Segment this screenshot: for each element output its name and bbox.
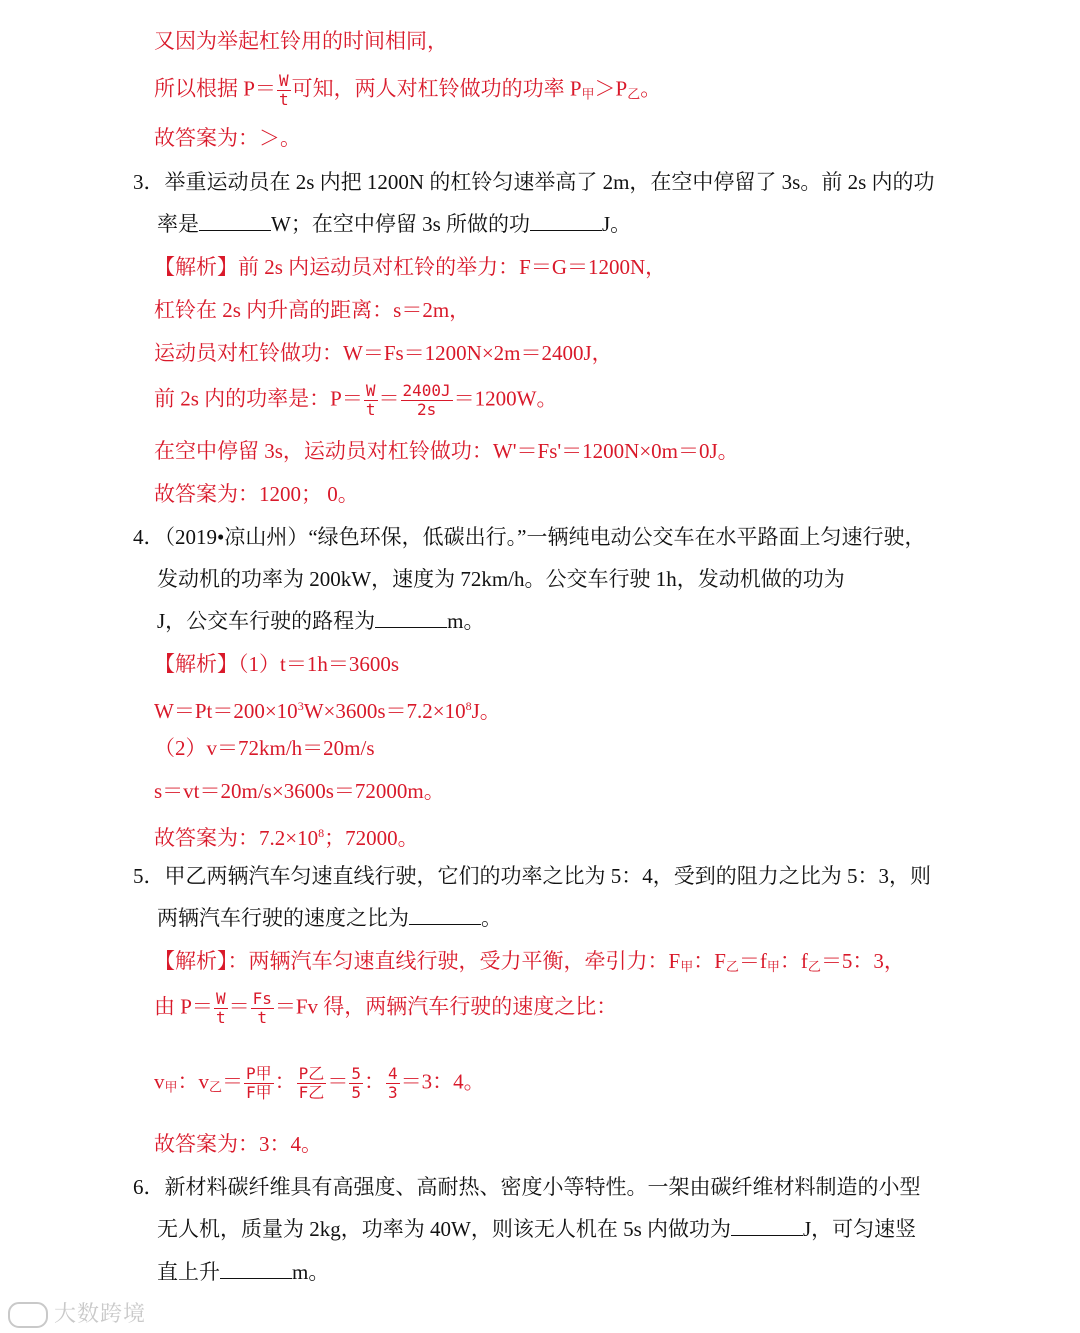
answer-blank[interactable] — [530, 210, 602, 231]
answer-blank[interactable] — [199, 210, 271, 231]
solution-line: 【解析】：两辆汽车匀速直线行驶，受力平衡，牵引力：$F_甲$：$F_乙=f_甲$：$f_乙=5$：3， — [154, 949, 905, 974]
watermark-logo-icon — [8, 1302, 48, 1328]
fraction-w-over-t: $\frac{W}{t}$ — [278, 71, 289, 109]
answer-line: 故答案为：1200； 0。 — [154, 482, 359, 506]
solution-line: 杠铃在 2s 内升高的距离：s＝2m， — [154, 298, 471, 322]
fraction-4-over-3: $\frac{4}{3}$ — [387, 1064, 398, 1102]
solution-line: 【解析】前 2s 内运动员对杠铃的举力：F＝G＝1200N， — [154, 255, 667, 279]
fraction-p-yi-over-f-yi: $\frac{\text{P乙}}{\text{F乙}}$ — [298, 1064, 325, 1102]
solution-line: 由 P＝ $\frac{W}{t}$ ＝ $\frac{Fs}{t}$ ＝Fv 得，两辆汽车行驶的速度之比： — [154, 989, 618, 1027]
question-5: 5．甲乙两辆汽车匀速直线行驶，它们的功率之比为 5：4，受到的阻力之比为 5：3，则 — [133, 864, 931, 888]
solution-line: 【解析】（1）t＝1h＝3600s — [154, 652, 400, 676]
question-3: 3．举重运动员在 2s 内把 1200N 的杠铃匀速举高了 2m，在空中停留了 3s。前 2s 内的功 — [133, 170, 935, 194]
fraction-p-jia-over-f-jia: $\frac{\text{P甲}}{\text{F甲}}$ — [246, 1064, 272, 1102]
solution-line: $W=Pt=200\times 10^3W\times 3600s=7.2\times 10^8J$。 — [154, 699, 501, 723]
question-4-blanks: J，公交车行驶的路程为 m。 — [157, 609, 485, 633]
question-6: 6．新材料碳纤维具有高强度、高耐热、密度小等特性。一架由碳纤维材料制造的小型 — [133, 1175, 921, 1199]
solution-line: 又因为举起杠铃用的时间相同， — [154, 29, 448, 53]
solution-line: 前 2s 内的功率是：P＝ $\frac{W}{t}$ ＝ $\frac{2400J}{2s}$ ＝1200W。 — [154, 381, 558, 419]
solution-line: 所以根据 P＝ $\frac{W}{t}$ 可知，两人对杠铃做功的功率 $P_甲>P_乙$。 — [154, 71, 662, 109]
answer-line: 故答案为：3：4。 — [154, 1132, 322, 1156]
fraction-w-over-t: $\frac{W}{t}$ — [365, 381, 376, 419]
solution-line: 在空中停留 3s，运动员对杠铃做功：W'＝Fs'＝1200N×0m＝0J。 — [154, 439, 739, 463]
answer-blank[interactable] — [731, 1215, 803, 1236]
solution-line: s＝vt＝20m/s×3600s＝72000m。 — [154, 779, 445, 803]
answer-blank[interactable] — [375, 607, 447, 628]
question-5-blanks: 两辆汽车行驶的速度之比为 。 — [157, 906, 502, 930]
fraction-fs-over-t: $\frac{Fs}{t}$ — [252, 989, 272, 1027]
question-4-line: 发动机的功率为 200kW，速度为 72km/h。公交车行驶 1h，发动机做的功为 — [157, 567, 845, 591]
fraction-2400j-over-2s: $\frac{2400J}{2s}$ — [402, 381, 451, 419]
solution-line: $v_甲$：$v_乙=$ $\frac{\text{P甲}}{\text{F甲}}$ ： $\frac{\text{P乙}}{\text{F乙}}$ ＝ $\frac{5}{5}$ ： $\frac{4}{3}$ ＝3：4。 — [154, 1064, 485, 1102]
question-3-blanks: 率是 W；在空中停留 3s 所做的功 J。 — [157, 212, 632, 236]
answer-line: 故答案为：$7.2\times 10^8$；72000。 — [154, 826, 419, 850]
question-4: 4．（2019•凉山州）“绿色环保，低碳出行。”一辆纯电动公交车在水平路面上匀速行驶， — [133, 525, 926, 549]
answer-line: 故答案为：＞。 — [154, 126, 301, 150]
answer-blank[interactable] — [220, 1258, 292, 1279]
question-6-blanks: 直上升 m。 — [157, 1260, 330, 1284]
answer-blank[interactable] — [409, 904, 481, 925]
solution-line: 运动员对杠铃做功：W＝Fs＝1200N×2m＝2400J， — [154, 341, 613, 365]
question-6-blanks: 无人机，质量为 2kg，功率为 40W，则该无人机在 5s 内做功为 J，可匀速竖 — [157, 1217, 917, 1241]
solution-line: （2）v＝72km/h＝20m/s — [154, 736, 375, 760]
fraction-5-over-5: $\frac{5}{5}$ — [351, 1064, 361, 1102]
fraction-w-over-t: $\frac{W}{t}$ — [215, 989, 226, 1027]
watermark: 大数跨境 — [8, 1297, 146, 1328]
